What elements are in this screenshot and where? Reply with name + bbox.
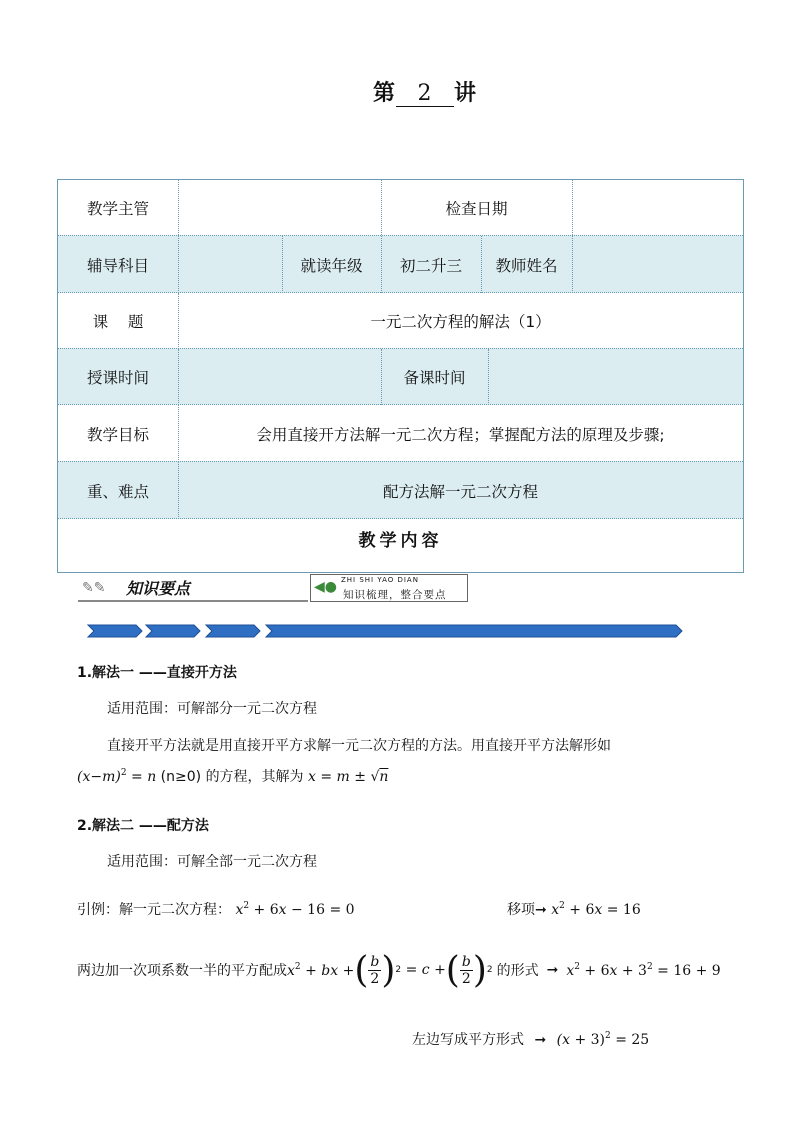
class-time-value[interactable] xyxy=(178,349,381,405)
move-label: 移项 xyxy=(507,902,535,918)
solution-formula: x = m ± √n xyxy=(308,769,389,785)
topic-label: 课 题 xyxy=(92,313,144,331)
lecture-number: 2 xyxy=(396,81,454,107)
knowledge-points-banner xyxy=(78,574,468,604)
prep-time-value[interactable] xyxy=(488,349,743,405)
table-row xyxy=(58,292,743,349)
method1-formula-line xyxy=(77,766,388,786)
table-row xyxy=(58,235,743,293)
key-points-value: 配方法解一元二次方程 xyxy=(382,482,538,501)
decorative-arrow-bars xyxy=(86,624,686,638)
square-label: 左边写成平方形式 xyxy=(412,1032,524,1048)
move-terms-line xyxy=(507,899,641,919)
grade-value: 初二升三 xyxy=(399,256,462,275)
objective-value: 会用直接开方法解一元二次方程；掌握配方法的原理及步骤; xyxy=(256,425,665,444)
complete-square-line: 两边加一次项系数一半的平方配成 $x^2$ + bx + ( $\frac{b}{2}$ ) 2 = c + ( $\frac{b}{2}$ ) 2 的形式 ➞ $x^2 + 6x + 3^2 = 16 + 9$ xyxy=(77,949,721,991)
arrow-right-icon: ➞ xyxy=(535,902,547,918)
key-points-label: 重、难点 xyxy=(86,482,149,501)
step-label: 两边加一次项系数一半的平方配成 xyxy=(77,963,287,979)
lesson-info-table xyxy=(57,179,744,573)
example-equation: $x^2 + 6x - 16 = 0$ xyxy=(235,901,355,918)
method2-heading: 2.解法二 ——配方法 xyxy=(77,818,209,834)
teaching-content-heading: 教学内容 xyxy=(358,530,443,551)
supervisor-label: 教学主管 xyxy=(86,199,149,218)
subject-label: 辅导科目 xyxy=(86,256,149,275)
example-line xyxy=(77,899,355,919)
subject-value[interactable] xyxy=(178,236,282,293)
example-label: 引例：解一元二次方程： xyxy=(77,902,231,918)
method1-tail: 的方程，其解为 xyxy=(205,769,304,785)
table-row xyxy=(58,348,743,405)
banner-pinyin: ZHI SHI YAO DIAN xyxy=(341,576,419,584)
table-row xyxy=(58,404,743,462)
arrow-right-icon: ➞ xyxy=(546,962,559,978)
class-time-label: 授课时间 xyxy=(86,369,149,387)
square-form-line xyxy=(412,1029,649,1049)
grade-label: 就读年级 xyxy=(300,256,363,275)
table-row xyxy=(58,180,743,235)
general-form: $x^2$ + bx + xyxy=(287,961,355,979)
square-equation: $(x + 3)^2 = 25$ xyxy=(556,1031,650,1048)
supervisor-value[interactable] xyxy=(178,180,381,235)
topic-value: 一元二次方程的解法（1） xyxy=(370,313,551,331)
table-row xyxy=(58,461,743,519)
pen-icon: ✎✎ xyxy=(82,580,106,596)
arrow-left-icon: ◀● xyxy=(314,579,337,595)
completed-equation: $x^2 + 6x + 3^2 = 16 + 9$ xyxy=(566,961,721,979)
table-row xyxy=(58,518,743,573)
method1-scope: 适用范围：可解部分一元二次方程 xyxy=(107,701,317,717)
moved-equation: $x^2 + 6x = 16$ xyxy=(551,901,641,918)
method2-scope: 适用范围：可解全部一元二次方程 xyxy=(107,854,317,870)
method1-description: 直接开平方法就是用直接开平方求解一元二次方程的方法。用直接开平方法解形如 xyxy=(107,738,611,754)
banner-subtitle: 知识梳理，整合要点 xyxy=(343,589,447,601)
check-date-label: 检查日期 xyxy=(445,199,508,218)
equation-form: $(x-m)^2 = n$ xyxy=(77,768,157,785)
teacher-label: 教师姓名 xyxy=(495,256,558,275)
banner-title: 知识要点 xyxy=(126,579,191,598)
method1-heading: 1.解法一 ——直接开方法 xyxy=(77,665,237,681)
lecture-title: 第 2 讲 xyxy=(372,81,478,106)
prep-time-label: 备课时间 xyxy=(403,369,466,387)
condition-text: (n≥0) xyxy=(160,769,202,785)
check-date-value[interactable] xyxy=(572,180,743,235)
arrow-right-icon: ➞ xyxy=(534,1032,547,1048)
teacher-value[interactable] xyxy=(572,236,743,293)
step-tail: 的形式 xyxy=(496,963,539,979)
objective-label: 教学目标 xyxy=(86,425,149,444)
